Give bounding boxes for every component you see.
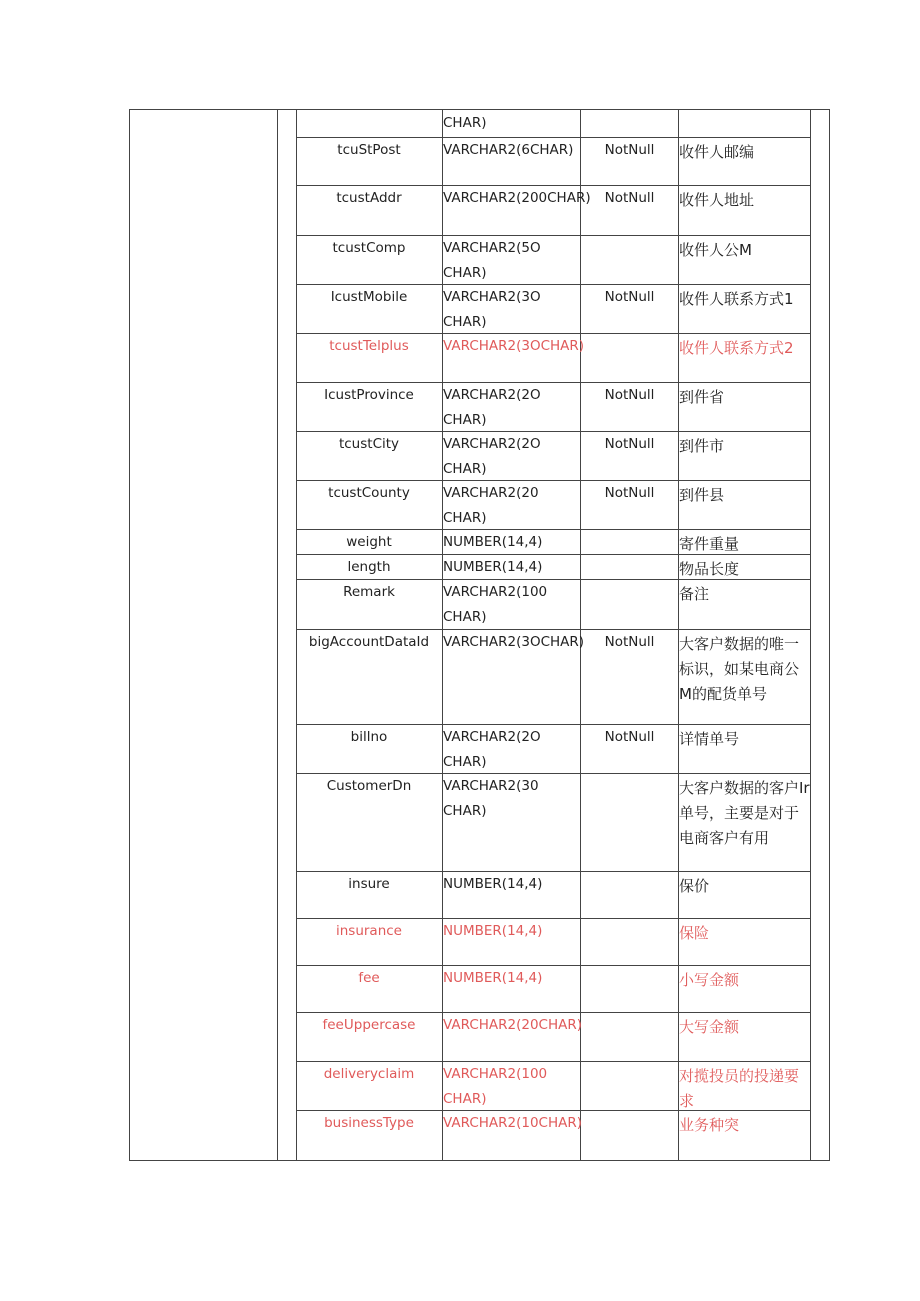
type-cell: VARCHAR2(200CHAR) (443, 190, 591, 206)
desc-cell: 备注 (679, 585, 710, 603)
name-cell: tcustTelplus (329, 338, 409, 354)
name-cell: tcustCity (338, 436, 400, 452)
null-cell: NotNull (604, 485, 655, 501)
name-cell: tcuStPost (337, 142, 401, 158)
desc-cell: 大写金额 (679, 1018, 740, 1036)
desc-cell: 收件人地址 (679, 191, 755, 209)
null-cell (581, 236, 678, 284)
type-cell: VARCHAR2(2O CHAR) (443, 387, 541, 428)
type-cell: VARCHAR2(100 CHAR) (443, 584, 548, 625)
null-cell (581, 1062, 678, 1110)
desc-cell: 物品长度 (679, 560, 740, 578)
null-cell: NotNull (604, 289, 655, 305)
null-cell: NotNull (604, 190, 655, 206)
name-cell: tcustAddr (336, 190, 402, 206)
desc-cell: 小写金额 (679, 971, 740, 989)
null-cell (581, 872, 678, 918)
name-cell (296, 111, 442, 137)
name-cell: feeUppercase (322, 1017, 416, 1033)
null-cell (581, 111, 678, 137)
desc-cell: 收件人联系方式2 (679, 339, 794, 357)
name-cell: Remark (343, 584, 395, 600)
type-cell: VARCHAR2(10CHAR) (443, 1115, 583, 1131)
type-cell: VARCHAR2(5O CHAR) (443, 240, 541, 281)
name-cell: IcustMobile (330, 289, 408, 305)
type-cell: NUMBER(14,4) (443, 534, 543, 550)
desc-cell: 保价 (679, 877, 710, 895)
type-cell: VARCHAR2(100 CHAR) (443, 1066, 548, 1107)
name-cell: insurance (335, 923, 402, 939)
desc-cell: 到件市 (679, 437, 725, 455)
type-cell: VARCHAR2(6CHAR) (443, 142, 574, 158)
type-cell: VARCHAR2(3O CHAR) (443, 289, 541, 330)
desc-cell: 大客户数据的唯一标识，如某电商公M的配货单号 (679, 635, 800, 703)
desc-cell: 大客户数据的客户Ir单号，主要是对于电商客户有用 (679, 779, 810, 847)
type-cell: VARCHAR2(3OCHAR) (443, 634, 585, 650)
desc-cell: 寄件重量 (679, 535, 740, 553)
name-cell: CustomerDn (326, 778, 412, 794)
null-cell: NotNull (604, 387, 655, 403)
null-cell (581, 966, 678, 1012)
null-cell (581, 1111, 678, 1161)
desc-cell: 业务种突 (679, 1116, 740, 1134)
desc-cell: 详情单号 (679, 730, 740, 748)
desc-cell: 收件人邮编 (679, 143, 755, 161)
name-cell: tcustComp (332, 240, 406, 256)
desc-cell: 到件县 (679, 486, 725, 504)
null-cell (581, 919, 678, 965)
column-divider (277, 109, 278, 1161)
type-cell: VARCHAR2(30 CHAR) (443, 778, 539, 819)
type-cell: NUMBER(14,4) (443, 559, 543, 575)
type-cell: NUMBER(14,4) (443, 923, 543, 939)
desc-cell: 收件人公M (679, 241, 752, 259)
type-cell: VARCHAR2(3OCHAR) (443, 338, 585, 354)
desc-cell: 保险 (679, 924, 710, 942)
name-cell: fee (358, 970, 380, 986)
name-cell: deliveryclaim (323, 1066, 415, 1082)
type-cell: VARCHAR2(20 CHAR) (443, 485, 539, 526)
name-cell: length (347, 559, 391, 575)
desc-cell: 到件省 (679, 388, 725, 406)
null-cell: NotNull (604, 436, 655, 452)
null-cell (581, 1013, 678, 1061)
type-cell: CHAR) (443, 115, 487, 131)
null-cell (581, 555, 678, 579)
name-cell: billno (350, 729, 388, 745)
null-cell (581, 580, 678, 629)
name-cell: insure (348, 876, 390, 892)
desc-cell: 对揽投员的投递要求 (679, 1067, 800, 1110)
name-cell: weight (346, 534, 392, 550)
null-cell: NotNull (604, 142, 655, 158)
column-divider (810, 109, 811, 1161)
null-cell: NotNull (604, 729, 655, 745)
name-cell: IcustProvince (324, 387, 414, 403)
name-cell: tcustCounty (328, 485, 410, 501)
null-cell (581, 774, 678, 871)
name-cell: bigAccountDataId (308, 634, 430, 650)
type-cell: VARCHAR2(2O CHAR) (443, 729, 541, 770)
null-cell (581, 334, 678, 382)
type-cell: VARCHAR2(20CHAR) (443, 1017, 583, 1033)
desc-cell: 收件人联系方式1 (679, 290, 794, 308)
type-cell: NUMBER(14,4) (443, 970, 543, 986)
type-cell: NUMBER(14,4) (443, 876, 543, 892)
desc-cell (679, 113, 810, 137)
null-cell (581, 530, 678, 554)
name-cell: businessType (324, 1115, 414, 1131)
type-cell: VARCHAR2(2O CHAR) (443, 436, 541, 477)
null-cell: NotNull (604, 634, 655, 650)
